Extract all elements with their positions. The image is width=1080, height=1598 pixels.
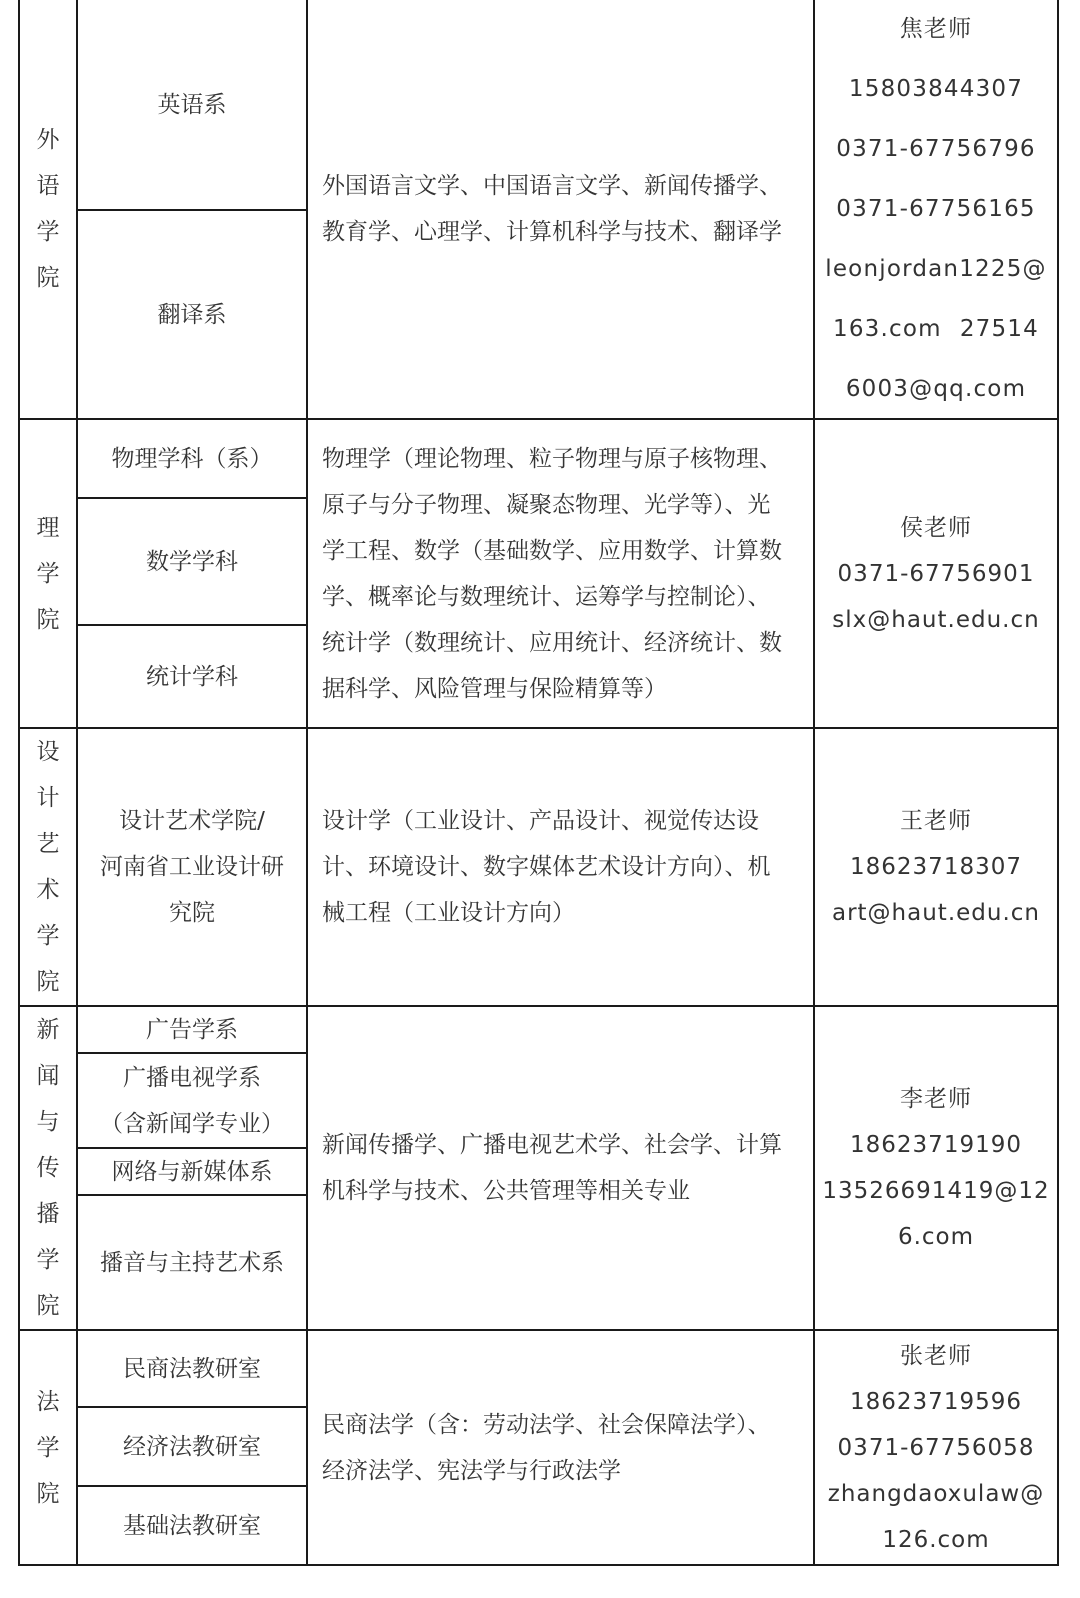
contact-teacher: 焦老师 xyxy=(899,16,973,42)
department-cell xyxy=(78,211,306,418)
college-char: 理 xyxy=(36,514,60,541)
contact-email[interactable]: slx@haut.edu.cn xyxy=(832,606,1040,633)
contact-phone: 0371-67756058 xyxy=(837,1434,1035,1461)
college-char: 学 xyxy=(36,1247,60,1273)
college-char: 设 xyxy=(36,739,60,765)
department-name: 经济法教研室 xyxy=(123,1433,261,1460)
contact-cell xyxy=(815,1007,1057,1329)
college-char: 学 xyxy=(36,1434,60,1461)
department-name: 广告学系 xyxy=(146,1016,238,1043)
majors-line: 机科学与技术、公共管理等相关专业 xyxy=(322,1178,690,1204)
department-name: 数学学科 xyxy=(146,548,238,575)
contact-teacher: 侯老师 xyxy=(900,514,972,541)
contact-phone: 0371-67756165 xyxy=(836,196,1036,222)
majors-cell xyxy=(308,0,813,418)
majors-line: 设计学（工业设计、产品设计、视觉传达设 xyxy=(322,808,759,834)
department-cell xyxy=(78,1149,306,1194)
department-cell xyxy=(78,1487,306,1564)
department-cell xyxy=(78,1196,306,1329)
college-char: 语 xyxy=(36,173,60,199)
contact-email[interactable]: 6.com xyxy=(897,1224,975,1250)
table-border-right xyxy=(1057,0,1059,1566)
department-cell xyxy=(78,626,306,727)
contact-mobile: 15803844307 xyxy=(848,76,1024,102)
college-name-cell xyxy=(20,420,76,727)
table-border-bottom xyxy=(18,1564,1059,1566)
majors-cell xyxy=(308,1007,813,1329)
contact-email[interactable]: 27514 xyxy=(959,316,1039,342)
department-cell xyxy=(78,420,306,497)
department-name: 统计学科 xyxy=(146,663,238,690)
college-char: 新 xyxy=(36,1017,60,1043)
department-name: 民商法教研室 xyxy=(123,1355,261,1382)
contact-teacher: 王老师 xyxy=(900,808,972,834)
department-name: 究院 xyxy=(169,900,215,926)
contact-mobile: 18623718307 xyxy=(850,854,1022,880)
college-char: 法 xyxy=(36,1388,60,1415)
majors-line: 物理学（理论物理、粒子物理与原子核物理、 xyxy=(322,445,782,472)
college-char: 院 xyxy=(36,606,60,633)
majors-line: 原子与分子物理、凝聚态物理、光学等）、光 xyxy=(322,491,771,518)
contact-email[interactable]: zhangdaoxulaw@ xyxy=(827,1480,1045,1507)
department-name: 英语系 xyxy=(157,91,227,118)
college-char: 与 xyxy=(36,1109,60,1135)
college-char: 外 xyxy=(36,127,60,153)
department-name: 设计艺术学院/ xyxy=(119,808,265,834)
department-name: 播音与主持艺术系 xyxy=(100,1249,284,1276)
majors-line: 学工程、数学（基础数学、应用数学、计算数 xyxy=(322,537,782,564)
college-char: 术 xyxy=(36,877,60,903)
contact-phone: 0371-67756901 xyxy=(837,560,1035,587)
majors-cell xyxy=(308,729,813,1005)
college-name-cell xyxy=(20,1331,76,1564)
college-char: 院 xyxy=(36,1480,60,1507)
majors-line: 民商法学（含：劳动法学、社会保障法学）、 xyxy=(322,1411,771,1438)
department-cell xyxy=(78,1054,306,1147)
contact-email[interactable]: 126.com xyxy=(882,1526,990,1553)
contact-teacher: 李老师 xyxy=(900,1086,972,1112)
college-char: 院 xyxy=(36,1293,60,1319)
majors-line: 据科学、风险管理与保险精算等） xyxy=(322,675,667,702)
contact-cell xyxy=(815,729,1057,1005)
department-name: 河南省工业设计研 xyxy=(100,854,284,880)
contact-email[interactable]: 6003@qq.com xyxy=(845,376,1027,402)
department-cell xyxy=(78,0,306,209)
contact-cell xyxy=(815,420,1057,727)
department-name: 网络与新媒体系 xyxy=(111,1158,273,1185)
college-char: 学 xyxy=(36,923,60,949)
college-name-cell xyxy=(20,0,76,418)
contact-phone: 0371-67756796 xyxy=(836,136,1036,162)
contact-email[interactable]: art@haut.edu.cn xyxy=(831,900,1040,926)
college-char: 学 xyxy=(36,219,60,245)
college-char: 播 xyxy=(36,1201,60,1227)
contact-teacher: 张老师 xyxy=(900,1342,972,1369)
majors-line: 计、环境设计、数字媒体艺术设计方向）、机 xyxy=(322,854,771,880)
college-char: 传 xyxy=(36,1155,60,1181)
contact-email-line xyxy=(833,299,1039,359)
department-cell xyxy=(78,1007,306,1052)
majors-line: 学、概率论与数理统计、运筹学与控制论）、 xyxy=(322,583,771,610)
majors-line: 外国语言文学、中国语言文学、新闻传播学、 xyxy=(322,173,782,199)
contact-email[interactable]: 163.com xyxy=(833,316,942,342)
college-char: 院 xyxy=(36,969,60,995)
department-cell xyxy=(78,729,306,1005)
department-cell xyxy=(78,499,306,624)
college-char: 艺 xyxy=(36,831,60,857)
college-name-cell xyxy=(20,729,76,1005)
department-name: 翻译系 xyxy=(157,301,227,328)
department-name: 基础法教研室 xyxy=(123,1512,261,1539)
department-name: （含新闻学专业） xyxy=(100,1110,284,1137)
majors-cell xyxy=(308,1331,813,1564)
college-char: 学 xyxy=(36,560,60,587)
contact-cell xyxy=(815,1331,1057,1564)
majors-line: 统计学（数理统计、应用统计、经济统计、数 xyxy=(322,629,782,656)
college-char: 闻 xyxy=(36,1063,60,1089)
college-char: 院 xyxy=(36,265,60,291)
college-name-cell xyxy=(20,1007,76,1329)
contact-email[interactable]: 13526691419@12 xyxy=(822,1178,1050,1204)
contact-mobile: 18623719596 xyxy=(850,1388,1022,1415)
college-char: 计 xyxy=(36,785,60,811)
majors-line: 械工程（工业设计方向） xyxy=(322,900,575,926)
majors-cell xyxy=(308,420,813,727)
majors-line: 经济法学、宪法学与行政法学 xyxy=(322,1457,621,1484)
department-cell xyxy=(78,1331,306,1406)
majors-line: 新闻传播学、广播电视艺术学、社会学、计算 xyxy=(322,1132,782,1158)
department-cell xyxy=(78,1408,306,1485)
contact-cell xyxy=(815,0,1057,418)
majors-line: 教育学、心理学、计算机科学与技术、翻译学 xyxy=(322,219,782,245)
contact-mobile: 18623719190 xyxy=(850,1132,1022,1158)
contact-email[interactable]: leonjordan1225@ xyxy=(825,256,1047,282)
department-name: 广播电视学系 xyxy=(123,1064,261,1091)
department-name: 物理学科（系） xyxy=(111,445,273,472)
